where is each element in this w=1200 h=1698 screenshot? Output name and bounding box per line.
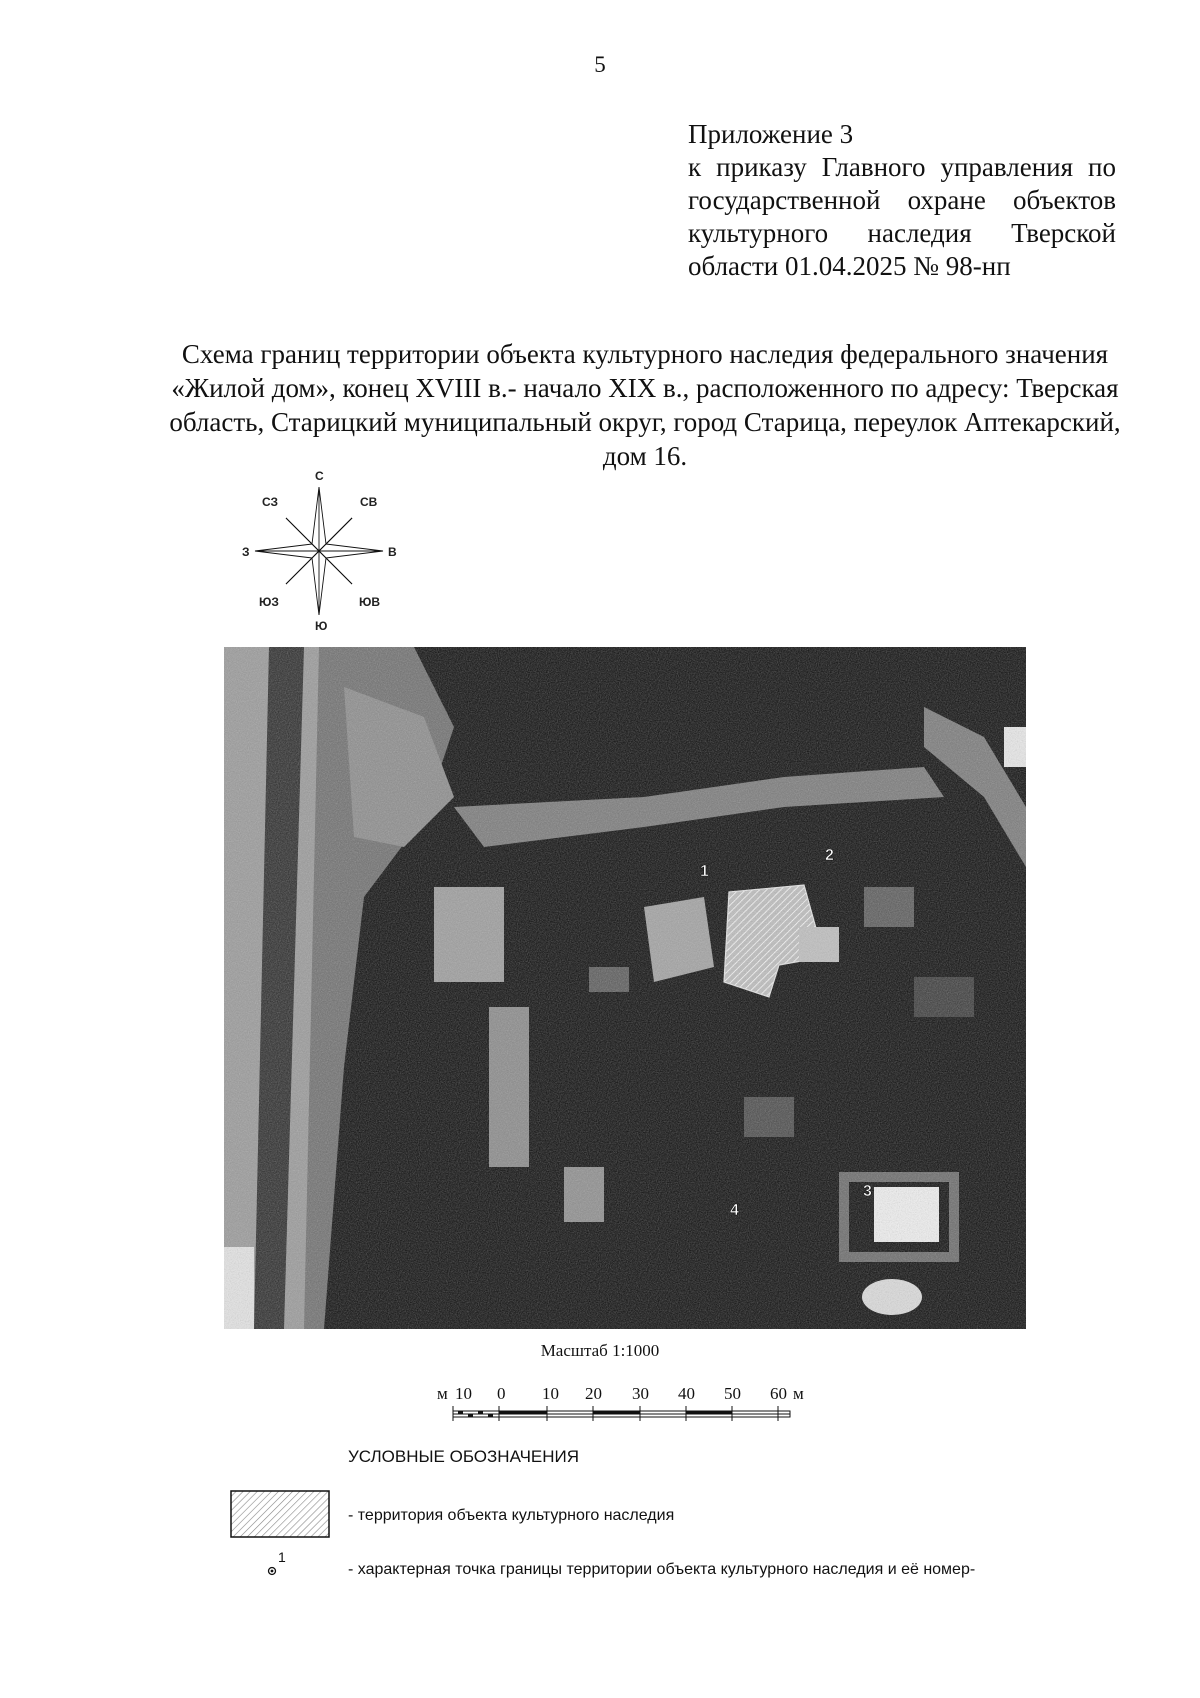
map-point-3: 3 <box>863 1183 872 1200</box>
compass-n: С <box>315 469 324 483</box>
map-point-1: 1 <box>700 863 709 880</box>
compass-e: В <box>388 545 397 559</box>
schema-title: Схема границ территории объекта культурного наследия федерального значения «Жилой дом», конец XVIII в.- начало XIX в., расположенного по адресу: Тверская область, Старицкий муниципальный округ, город Старица, переулок Аптекарский, дом 16. <box>169 339 1121 471</box>
scale-tick-label: 10 <box>542 1384 559 1403</box>
scale-caption: Масштаб 1:1000 <box>540 1341 660 1360</box>
legend-item-territory: - территория объекта культурного наследия <box>348 1507 675 1524</box>
scale-tick-label: 60 <box>770 1384 787 1403</box>
scale-tick-label: 50 <box>724 1384 741 1403</box>
aerial-map <box>224 647 1026 1329</box>
scale-bar <box>420 1382 820 1428</box>
compass-ne: СВ <box>360 495 378 509</box>
compass-sw: ЮЗ <box>259 595 279 609</box>
compass-s: Ю <box>315 619 328 633</box>
compass-rose-icon <box>232 462 402 637</box>
compass-nw: СЗ <box>262 495 279 509</box>
numbered-point-icon <box>265 1548 295 1578</box>
compass-w: З <box>242 545 250 559</box>
scale-tick-label: 20 <box>585 1384 602 1403</box>
compass-se: ЮВ <box>359 595 381 609</box>
scale-unit-right: м <box>793 1384 804 1403</box>
map-point-4: 4 <box>730 1202 739 1219</box>
scale-tick-label: 30 <box>632 1384 649 1403</box>
page-number: 5 <box>594 52 606 77</box>
legend-point-label: 1 <box>278 1549 286 1565</box>
legend-title: УСЛОВНЫЕ ОБОЗНАЧЕНИЯ <box>348 1447 580 1466</box>
appendix-subtitle: к приказу Главного управления по государственной охране объектов культурного наследия Тверской области 01.04.2025 № 98-нп <box>688 152 1116 281</box>
legend-item-boundary-point: - характерная точка границы территории объекта культурного наследия и её номер- <box>348 1561 976 1578</box>
scale-tick-label: 40 <box>678 1384 695 1403</box>
map-point-2: 2 <box>825 847 834 864</box>
appendix-title: Приложение 3 <box>688 119 854 149</box>
appendix-heading <box>688 118 1116 283</box>
scale-unit-left: м <box>437 1384 448 1403</box>
scale-tick-label: 0 <box>497 1384 506 1403</box>
scale-tick-label: 10 <box>455 1384 472 1403</box>
hatched-area-icon <box>230 1490 330 1538</box>
